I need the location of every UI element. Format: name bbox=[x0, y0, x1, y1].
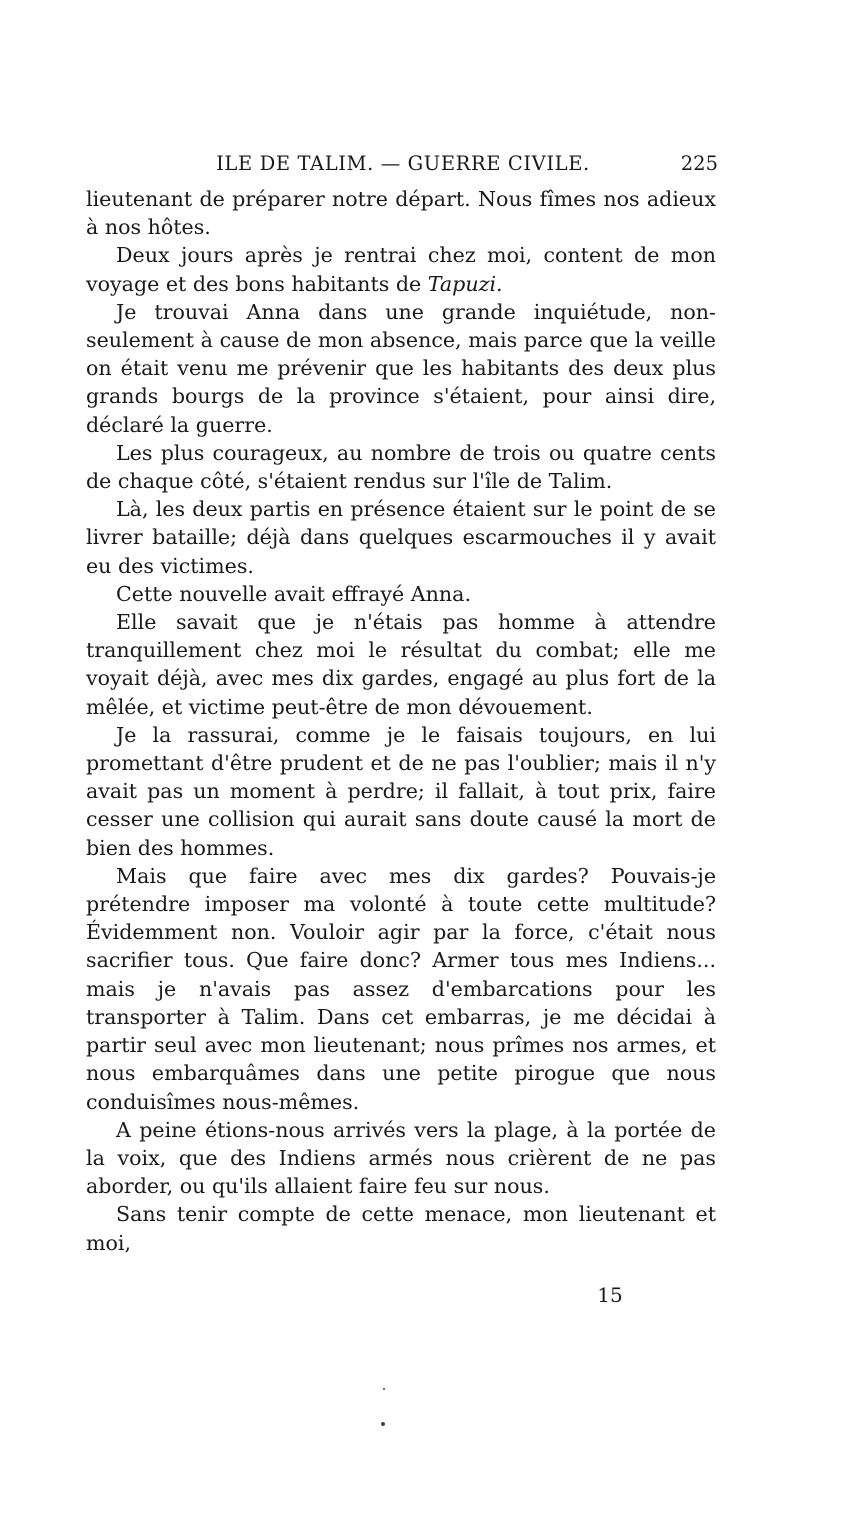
paragraph-1: lieutenant de préparer notre départ. Nous fîmes nos adieux à nos hôtes. bbox=[86, 187, 716, 240]
paragraph-11: Sans tenir compte de cette menace, mon lieutenant et moi, bbox=[86, 1202, 716, 1255]
paragraph-8: Je la rassurai, comme je le faisais toujours, en lui promettant d'être prudent et de ne pas l'oublier; mais il n'y avait pas un moment à perdre; il fallait, à tout prix, faire cesser une collision qui aurait sans doute causé la mort de bien des hommes. bbox=[86, 722, 716, 860]
paper-speck bbox=[383, 1388, 385, 1390]
paragraph-10: A peine étions-nous arrivés vers la plage, à la portée de la voix, que des Indiens armés nous crièrent de ne pas aborder, ou qu'ils allaient faire feu sur nous. bbox=[86, 1117, 716, 1199]
paragraph-2-text: Deux jours après je rentrai chez moi, content de mon voyage et des bons habitants de bbox=[86, 243, 716, 296]
signature-mark: 15 bbox=[597, 1283, 623, 1307]
place-name-tapuzi: Tapuzi. bbox=[427, 271, 503, 296]
page-number: 225 bbox=[680, 152, 718, 175]
paragraph-5: Là, les deux partis en présence étaient sur le point de se livrer bataille; déjà dans quelques escarmouches il y avait eu des victimes. bbox=[86, 497, 716, 578]
paragraph-2 bbox=[86, 241, 716, 297]
paragraph-6: Cette nouvelle avait effrayé Anna. bbox=[116, 581, 472, 606]
body-text bbox=[86, 185, 716, 1257]
paragraph-7: Elle savait que je n'étais pas homme à attendre tranquillement chez moi le résultat du combat; elle me voyait déjà, avec mes dix gardes, engagé au plus fort de la mêlée, et victime peut-être de mon dévouement. bbox=[86, 610, 716, 719]
running-head bbox=[88, 150, 718, 178]
paper-speck bbox=[381, 1422, 385, 1426]
paragraph-3: Je trouvai Anna dans une grande inquiétude, non-seulement à cause de mon absence, mais parce que la veille on était venu me prévenir que les habitants des deux plus grands bourgs de la province s'étaient, pour ainsi dire, déclaré la guerre. bbox=[86, 299, 716, 437]
paragraph-9: Mais que faire avec mes dix gardes? Pouvais-je prétendre imposer ma volonté à toute cette multitude? Évidemment non. Vouloir agir par la force, c'était nous sacrifier tous. Que faire donc? Armer tous mes Indiens... mais je n'avais pas assez d'embarcations pour les transporter à Talim. Dans cet embarras, je me décidai à partir seul avec mon lieutenant; nous prîmes nos armes, et nous embarquâmes dans une petite pirogue que nous conduisîmes nous-mêmes. bbox=[86, 863, 716, 1114]
running-title: ILE DE TALIM. — GUERRE CIVILE. bbox=[216, 152, 590, 175]
paragraph-4: Les plus courageux, au nombre de trois ou quatre cents de chaque côté, s'étaient rendus sur l'île de Talim. bbox=[86, 440, 716, 494]
